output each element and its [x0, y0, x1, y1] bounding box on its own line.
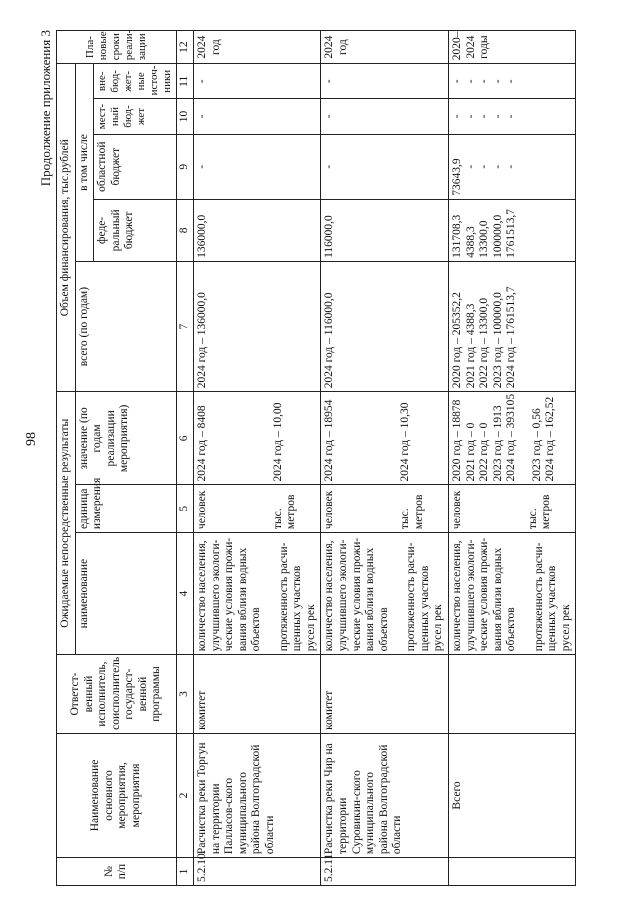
result-name: количество населения, улучшившего экологи-ческие условия прожи-вания вблизи водных объектов [450, 537, 518, 652]
column-number: 1 [176, 858, 193, 886]
total-extra-value: - [505, 79, 518, 84]
rotated-page [36, 26, 616, 886]
total-fin-value: 2021 год – 4388,3 [464, 303, 477, 389]
table-row-total [448, 31, 576, 886]
measure-name: Расчистка реки Торгун на территории Палласов-ского муниципального района Волгоградской области [193, 733, 321, 857]
total-result-value: 2021 год – 0 [464, 422, 477, 482]
total-regional-value: - [478, 164, 491, 169]
executor: комитет [193, 655, 321, 734]
fin-local: - [321, 99, 449, 134]
fin-regional: - [193, 134, 321, 199]
row-number: 5.2.11. [321, 858, 449, 886]
result-name: протяженность расчи-щенных участков русел рек [532, 542, 572, 652]
total-federal-value: 131708,3 [450, 214, 463, 258]
program-table [56, 30, 576, 886]
total-result-value: 2022 год – 0 [478, 422, 491, 482]
continuation-caption: Продолжение приложения 3 [38, 30, 53, 187]
total-regional-value: - [464, 164, 477, 169]
header-fin-regional: областной бюджет [94, 134, 177, 199]
column-number: 8 [176, 199, 193, 261]
total-fin-value: 2020 год – 205352,2 [450, 292, 463, 389]
fin-federal: 116000,0 [321, 199, 449, 261]
result-unit: человек [450, 490, 463, 530]
total-fin-value: 2023 год – 100000,0 [491, 292, 504, 389]
header-executor: Ответст-венный исполнитель, соисполнитель государст-венной программы [57, 655, 177, 734]
table-row [193, 31, 321, 886]
fin-extra: - [321, 64, 449, 99]
total-fin-value: 2024 год – 1761513,7 [505, 286, 518, 389]
total-result-value: 2020 год – 18878 [450, 399, 463, 482]
table-row [321, 31, 449, 886]
result-unit: человек [195, 490, 208, 530]
header-results: Ожидаемые непосредственные результаты [57, 392, 76, 655]
measure-name: Расчистка реки Чир на территории Суровикин-ского муниципального района Волгоградской области [321, 733, 449, 857]
header-fin-total: всего (по годам) [75, 261, 176, 391]
column-number: 2 [176, 733, 193, 857]
result-name: количество населения, улучшившего экологи-ческие условия прожи-вания вблизи водных объектов [195, 537, 263, 652]
column-number: 3 [176, 655, 193, 734]
header-fin-including: в том числе [75, 64, 94, 262]
row-number: 5.2.10. [193, 858, 321, 886]
column-number: 12 [176, 31, 193, 64]
total-extra-value: - [491, 79, 504, 84]
column-number: 10 [176, 99, 193, 134]
total-extra-value: - [464, 79, 477, 84]
header-financing: Объем финансирования, тыс.рублей [57, 64, 76, 392]
total-result-value: 2023 год – 1913 [491, 405, 504, 482]
total-regional-value: - [491, 164, 504, 169]
header-result-name: наименование [75, 533, 176, 655]
fin-federal: 136000,0 [193, 199, 321, 261]
header-no: № п/п [57, 858, 177, 886]
fin-total: 2024 год – 116000,0 [321, 261, 449, 391]
total-extra-value: - [478, 79, 491, 84]
result-unit: человек [323, 490, 336, 530]
total-local-value: - [464, 114, 477, 119]
header-fin-federal: феде-ральный бюджет [94, 199, 177, 261]
result-name: протяженность расчи-щенных участков русел рек [405, 542, 445, 652]
total-local-value: - [478, 114, 491, 119]
result-unit: тыс. метров [526, 494, 553, 530]
header-name: Наименование основного мероприятия, мероприятия [57, 733, 177, 857]
total-regional-value: 73643,9 [450, 158, 463, 196]
result-unit: тыс. метров [399, 494, 425, 530]
total-federal-value: 4388,3 [464, 226, 477, 258]
result-value: 2024 год – 18954 [323, 399, 336, 482]
total-fin-value: 2022 год – 13300,0 [478, 297, 491, 389]
total-extra-value: - [450, 79, 463, 84]
total-result-value: 2023 год – 0,56 [530, 408, 543, 482]
column-number: 4 [176, 533, 193, 655]
result-value: 2024 год – 10,30 [399, 402, 411, 482]
fin-regional: - [321, 134, 449, 199]
total-local-value: - [505, 114, 518, 119]
result-name: протяженность расчи-щенных участков русел рек [277, 542, 317, 652]
result-name: количество населения, улучшившего экологи-ческие условия прожи-вания вблизи водных объектов [323, 537, 390, 652]
total-regional-value: - [505, 164, 518, 169]
column-number: 7 [176, 261, 193, 391]
total-result-value: 2024 год – 162,52 [544, 396, 557, 482]
header-fin-extra: вне-бюд-жет-ные источ-ники [94, 64, 177, 99]
page-number: 98 [24, 432, 39, 446]
result-unit: тыс. метров [271, 494, 298, 530]
column-number: 6 [176, 392, 193, 485]
fin-total: 2024 год – 136000,0 [193, 261, 321, 391]
header-result-value: значение (по годам реализации мероприятия) [75, 392, 176, 485]
result-value: 2024 год – 8408 [195, 405, 208, 482]
fin-extra: - [193, 64, 321, 99]
header-result-unit: единица измерения [75, 485, 176, 533]
fin-local: - [193, 99, 321, 134]
total-local-value: - [450, 114, 463, 119]
term: 2020– 2024 годы [448, 31, 576, 64]
result-value: 2024 год – 10,00 [271, 402, 284, 482]
total-federal-value: 1761513,7 [505, 209, 518, 258]
total-result-value: 2024 год – 393105 [505, 393, 518, 482]
total-federal-value: 13300,0 [478, 220, 491, 258]
term: 2024 год [193, 31, 321, 64]
column-number: 5 [176, 485, 193, 533]
column-number: 11 [176, 64, 193, 99]
header-fin-local: мест-ный бюд-жет [94, 99, 177, 134]
term: 2024 год [321, 31, 449, 64]
total-federal-value: 100000,0 [491, 214, 504, 258]
column-number: 9 [176, 134, 193, 199]
executor: комитет [321, 655, 449, 734]
total-label: Всего [448, 733, 576, 857]
total-local-value: - [491, 114, 504, 119]
header-term: Пла-новые сроки реали-зации [57, 31, 177, 64]
